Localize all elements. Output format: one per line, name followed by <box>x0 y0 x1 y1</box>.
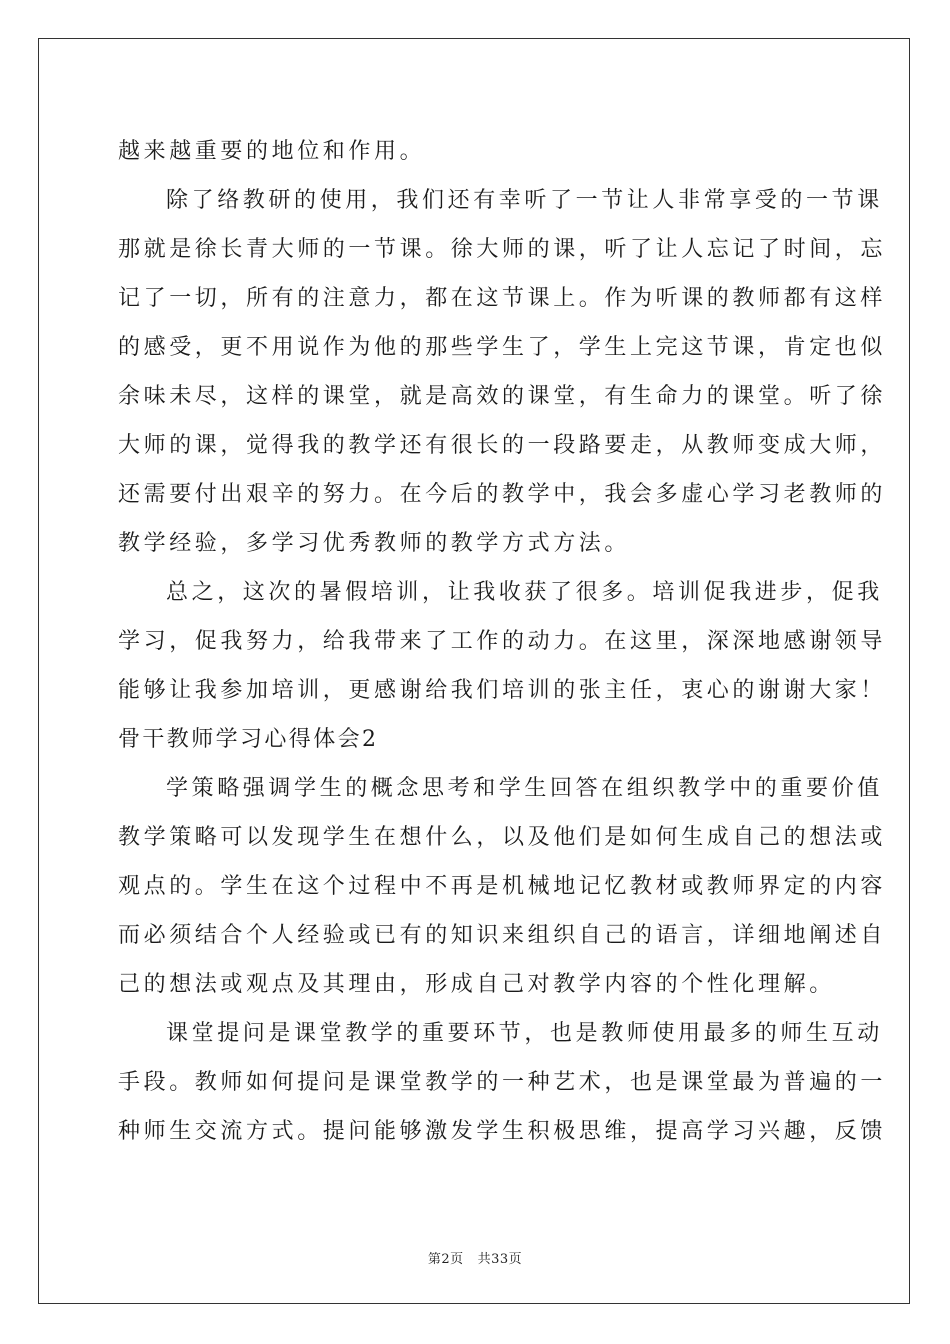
text-line: 手段。教师如何提问是课堂教学的一种艺术，也是课堂最为普遍的一 <box>118 1070 887 1095</box>
text-line: 大师的课，觉得我的教学还有很长的一段路要走，从教师变成大师， <box>118 433 887 458</box>
page-footer <box>0 1248 950 1267</box>
text-line: 己的想法或观点及其理由，形成自己对教学内容的个性化理解。 <box>118 972 835 997</box>
paragraph-start-line: 学策略强调学生的概念思考和学生回答在组织教学中的重要价值 <box>166 776 883 801</box>
total-pages: 共33页 <box>477 1252 523 1267</box>
text-line: 学习，促我努力，给我带来了工作的动力。在这里，深深地感谢领导 <box>118 629 887 654</box>
text-line: 教学经验，多学习优秀教师的教学方式方法。 <box>118 531 631 556</box>
paragraph-start-line: 课堂提问是课堂教学的重要环节，也是教师使用最多的师生互动 <box>166 1021 883 1046</box>
text-line: 而必须结合个人经验或已有的知识来组织自己的语言，详细地阐述自 <box>118 923 887 948</box>
text-line: 的感受，更不用说作为他的那些学生了，学生上完这节课，肯定也似 <box>118 335 887 360</box>
text-line: 越来越重要的地位和作用。 <box>118 139 426 164</box>
paragraph-start-line: 除了络教研的使用，我们还有幸听了一节让人非常享受的一节课 <box>166 188 883 213</box>
section-heading: 骨干教师学习心得体会2 <box>118 727 379 752</box>
page-number: 第2页 <box>427 1252 464 1267</box>
paragraph-start-line: 总之，这次的暑假培训，让我收获了很多。培训促我进步，促我 <box>166 580 883 605</box>
text-line: 还需要付出艰辛的努力。在今后的教学中，我会多虚心学习老教师的 <box>118 482 887 507</box>
text-line: 种师生交流方式。提问能够激发学生积极思维，提高学习兴趣，反馈 <box>118 1119 887 1144</box>
text-line: 记了一切，所有的注意力，都在这节课上。作为听课的教师都有这样 <box>118 286 887 311</box>
text-line: 观点的。学生在这个过程中不再是机械地记忆教材或教师界定的内容 <box>118 874 887 899</box>
text-line: 教学策略可以发现学生在想什么，以及他们是如何生成自己的想法或 <box>118 825 887 850</box>
text-line: 能够让我参加培训，更感谢给我们培训的张主任，衷心的谢谢大家！ <box>118 678 887 703</box>
document-body <box>118 127 887 1156</box>
text-line: 余味未尽，这样的课堂，就是高效的课堂，有生命力的课堂。听了徐 <box>118 384 887 409</box>
text-line: 那就是徐长青大师的一节课。徐大师的课，听了让人忘记了时间，忘 <box>118 237 887 262</box>
